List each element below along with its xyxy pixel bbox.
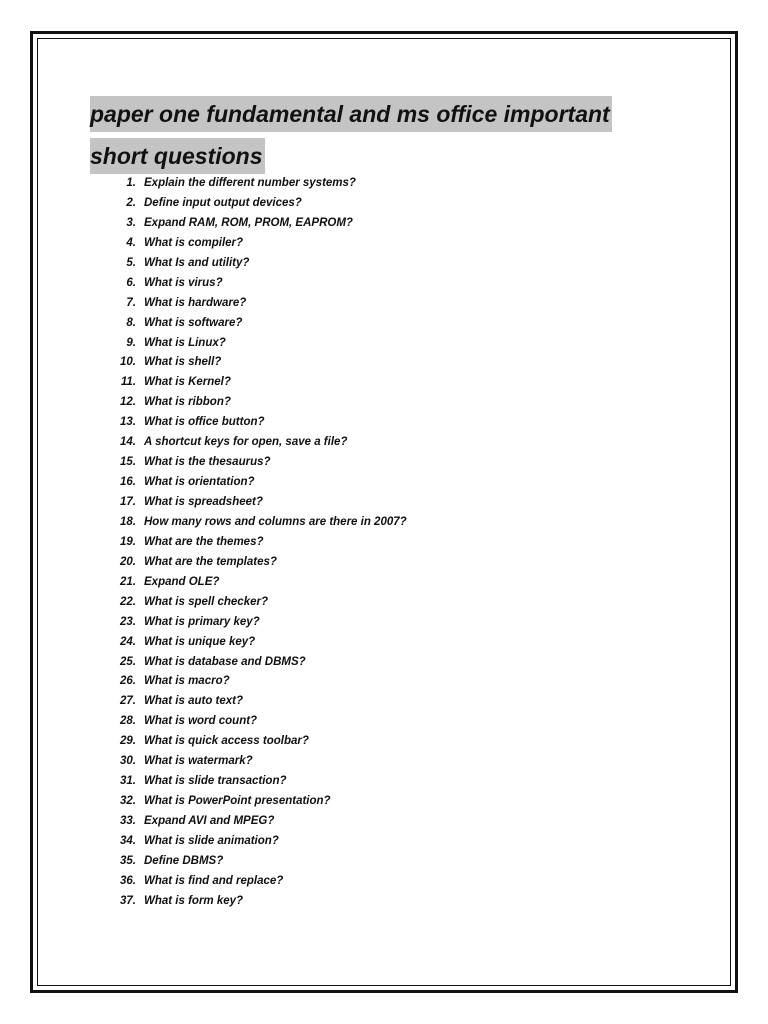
question-number: 4. [126, 236, 136, 249]
list-item [108, 234, 407, 254]
list-item [108, 533, 407, 553]
list-item [108, 353, 407, 373]
list-item [108, 593, 407, 613]
question-number: 28. [120, 715, 136, 728]
question-text: What is spell checker? [144, 595, 268, 608]
list-item [108, 573, 407, 593]
number-spacer [136, 553, 144, 573]
number-spacer [136, 413, 144, 433]
question-text: What are the templates? [144, 555, 277, 568]
question-number: 14. [120, 436, 136, 449]
list-item [108, 633, 407, 653]
question-number: 10. [120, 356, 136, 369]
question-text: A shortcut keys for open, save a file? [144, 436, 348, 449]
question-number: 31. [120, 775, 136, 788]
question-number: 6. [126, 276, 136, 289]
number-spacer [136, 194, 144, 214]
number-spacer [136, 613, 144, 633]
question-text: What is virus? [144, 276, 223, 289]
question-number: 36. [120, 874, 136, 887]
question-number: 18. [120, 515, 136, 528]
question-text: What is word count? [144, 715, 258, 728]
question-number: 29. [120, 735, 136, 748]
question-number: 35. [120, 854, 136, 867]
question-number: 23. [120, 615, 136, 628]
question-text: How many rows and columns are there in 2007? [144, 515, 407, 528]
question-text: What is Linux? [144, 336, 226, 349]
number-spacer [136, 772, 144, 792]
number-spacer [136, 234, 144, 254]
list-item [108, 692, 407, 712]
number-spacer [136, 174, 144, 194]
number-spacer [136, 453, 144, 473]
question-text: What is unique key? [144, 635, 256, 648]
question-text: Define DBMS? [144, 854, 224, 867]
number-spacer [136, 852, 144, 872]
question-number: 24. [120, 635, 136, 648]
question-number: 11. [120, 376, 136, 389]
list-item [108, 712, 407, 732]
question-text: Expand OLE? [144, 575, 220, 588]
list-item [108, 473, 407, 493]
question-number: 33. [120, 815, 136, 827]
number-spacer [136, 752, 144, 772]
question-text: What is software? [144, 316, 243, 329]
question-text: What is quick access toolbar? [144, 735, 309, 748]
list-item [108, 653, 407, 673]
number-spacer [136, 353, 144, 373]
question-text: What is orientation? [144, 476, 255, 489]
list-item [108, 314, 407, 334]
list-item [108, 752, 407, 772]
question-text: Expand RAM, ROM, PROM, EAPROM? [144, 216, 353, 229]
question-text: What Is and utility? [144, 256, 250, 269]
number-spacer [136, 732, 144, 752]
question-text: What is office button? [144, 416, 265, 429]
question-number: 13. [120, 416, 136, 429]
question-number: 5. [126, 256, 136, 269]
question-number: 15. [120, 456, 136, 469]
list-item [108, 613, 407, 633]
list-item [108, 792, 407, 812]
list-item [108, 553, 407, 573]
question-list [108, 174, 407, 912]
question-number: 1. [126, 177, 136, 189]
list-item [108, 772, 407, 792]
list-item [108, 334, 407, 354]
question-text: What is PowerPoint presentation? [144, 795, 331, 808]
question-text: What is find and replace? [144, 874, 284, 887]
number-spacer [136, 593, 144, 613]
question-number: 20. [120, 555, 136, 568]
list-item [108, 832, 407, 852]
number-spacer [136, 473, 144, 493]
question-number: 2. [126, 196, 136, 209]
question-text: What is hardware? [144, 296, 247, 309]
number-spacer [136, 692, 144, 712]
question-number: 25. [120, 655, 136, 668]
list-item [108, 493, 407, 513]
question-number: 7. [126, 296, 136, 309]
list-item [108, 274, 407, 294]
question-text: What is shell? [144, 356, 222, 369]
question-text: What is slide transaction? [144, 775, 287, 788]
number-spacer [136, 653, 144, 673]
number-spacer [136, 493, 144, 513]
question-text: What is ribbon? [144, 396, 231, 409]
question-text: What is form key? [144, 894, 244, 907]
number-spacer [136, 274, 144, 294]
question-text: What is slide animation? [144, 834, 279, 847]
number-spacer [136, 373, 144, 393]
list-item [108, 892, 407, 912]
question-text: What is primary key? [144, 615, 260, 628]
question-text: What is watermark? [144, 755, 253, 768]
number-spacer [136, 892, 144, 912]
number-spacer [136, 334, 144, 354]
list-item [108, 433, 407, 453]
number-spacer [136, 214, 144, 234]
number-spacer [136, 832, 144, 852]
question-number: 30. [120, 755, 136, 768]
title-line-1: paper one fundamental and ms office important [90, 96, 612, 132]
question-number: 22. [120, 595, 136, 608]
question-number: 19. [120, 535, 136, 548]
question-text: Expand AVI and MPEG? [144, 815, 275, 827]
number-spacer [136, 513, 144, 533]
question-text: What is auto text? [144, 695, 244, 708]
number-spacer [136, 633, 144, 653]
page-title [90, 94, 690, 178]
question-number: 26. [120, 675, 136, 688]
list-item [108, 214, 407, 234]
question-number: 17. [120, 496, 136, 508]
question-text: Explain the different number systems? [144, 177, 356, 189]
list-item [108, 174, 407, 194]
list-item [108, 453, 407, 473]
number-spacer [136, 792, 144, 812]
question-number: 37. [120, 894, 136, 907]
question-number: 32. [120, 795, 136, 808]
number-spacer [136, 294, 144, 314]
list-item [108, 194, 407, 214]
number-spacer [136, 533, 144, 553]
question-number: 3. [126, 216, 136, 229]
list-item [108, 872, 407, 892]
question-number: 34. [120, 834, 136, 847]
list-item [108, 672, 407, 692]
number-spacer [136, 573, 144, 593]
list-item [108, 812, 407, 832]
list-item [108, 393, 407, 413]
number-spacer [136, 393, 144, 413]
question-text: What are the themes? [144, 535, 264, 548]
list-item [108, 513, 407, 533]
question-text: What is compiler? [144, 236, 244, 249]
question-number: 9. [126, 336, 136, 349]
number-spacer [136, 254, 144, 274]
question-text: What is macro? [144, 675, 230, 688]
question-text: What is spreadsheet? [144, 496, 263, 508]
question-number: 12. [120, 396, 136, 409]
number-spacer [136, 672, 144, 692]
number-spacer [136, 433, 144, 453]
question-text: Define input output devices? [144, 196, 302, 209]
question-number: 16. [120, 476, 136, 489]
number-spacer [136, 872, 144, 892]
question-text: What is database and DBMS? [144, 655, 306, 668]
question-number: 21. [120, 575, 136, 588]
list-item [108, 852, 407, 872]
list-item [108, 732, 407, 752]
question-text: What is the thesaurus? [144, 456, 271, 469]
question-number: 27. [120, 695, 136, 708]
number-spacer [136, 712, 144, 732]
list-item [108, 294, 407, 314]
question-text: What is Kernel? [144, 376, 231, 389]
question-number: 8. [126, 316, 136, 329]
number-spacer [136, 314, 144, 334]
title-line-2: short questions [90, 138, 265, 174]
list-item [108, 373, 407, 393]
number-spacer [136, 812, 144, 832]
list-item [108, 413, 407, 433]
list-item [108, 254, 407, 274]
